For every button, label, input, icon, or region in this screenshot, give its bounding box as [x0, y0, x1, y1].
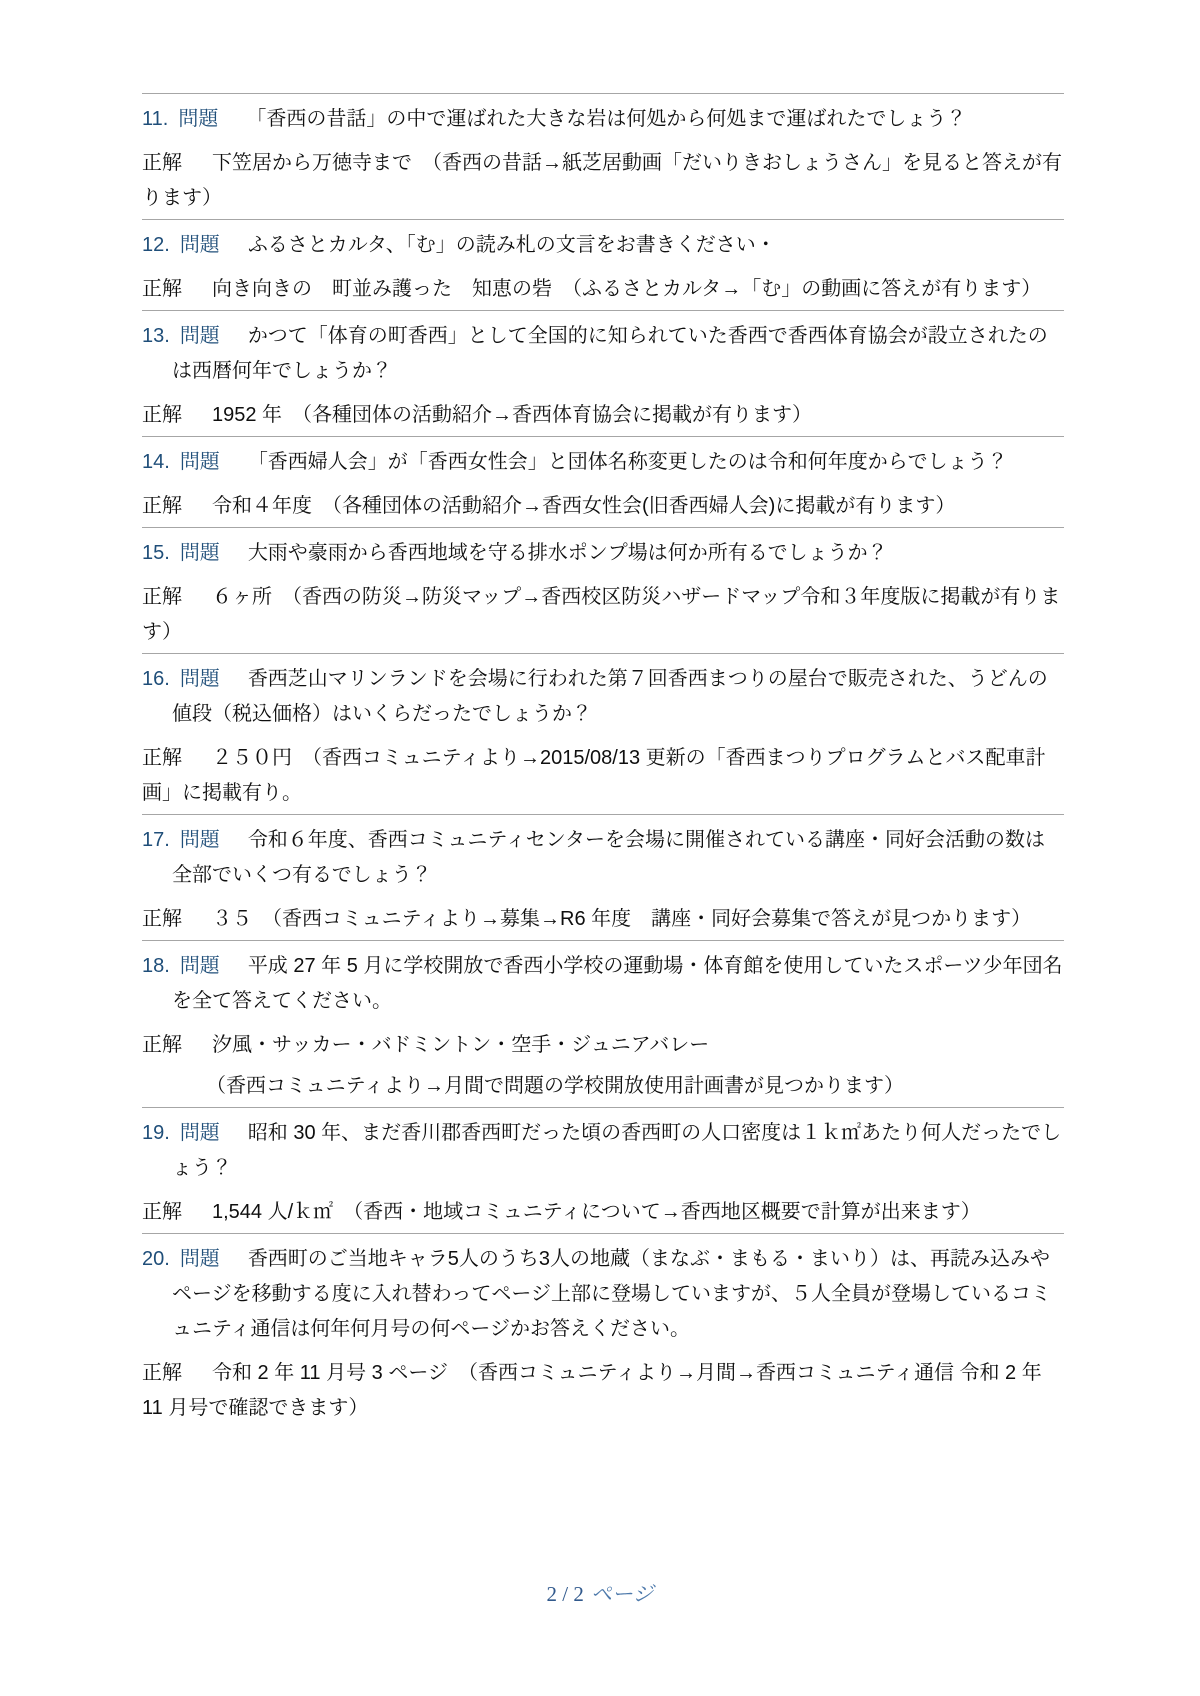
answer-text: ２５０円 （香西コミュニティより→2015/08/13 更新の「香西まつりプログラムとバス配車計画」に掲載有り。 [142, 747, 1046, 804]
quiz-item [142, 527, 1064, 650]
answer-text: ３５ （香西コミュニティより→募集→R6 年度 講座・同好会募集で答えが見つかります） [212, 908, 1032, 930]
question-label: 問題 [179, 325, 220, 347]
question-text: 平成 27 年 5 月に学校開放で香西小学校の運動場・体育館を使用していたスポーツ少年団名を全て答えてください。 [172, 955, 1063, 1012]
question-label: 問題 [179, 451, 220, 473]
answer-label: 正解 [142, 1201, 182, 1223]
answer-text: 下笠居から万徳寺まで （香西の昔話→紙芝居動画「だいりきおしょうさん」を見ると答えが有ります） [142, 152, 1062, 209]
question-text: 香西町のご当地キャラ5人のうち3人の地蔵（まなぶ・まもる・まいり）は、再読み込みやページを移動する度に入れ替わってページ上部に登場していますが、５人全員が登場しているコミュニティ通信は何年何月号の何ページかお答えください。 [172, 1248, 1051, 1340]
quiz-item [142, 940, 1064, 1104]
question-number: 12. [142, 234, 170, 256]
question-number: 11. [142, 108, 169, 130]
answer-label: 正解 [142, 495, 182, 517]
quiz-item [142, 814, 1064, 937]
answer-line [142, 146, 1064, 216]
answer-label: 正解 [142, 1362, 182, 1384]
answer-label: 正解 [142, 152, 182, 174]
question-line [142, 319, 1064, 389]
quiz-item [142, 219, 1064, 307]
question-label: 問題 [179, 668, 220, 690]
quiz-item [142, 653, 1064, 811]
answer-label: 正解 [142, 908, 182, 930]
question-line [142, 662, 1064, 732]
answer-text: 令和４年度 （各種団体の活動紹介→香西女性会(旧香西婦人会)に掲載が有ります） [212, 495, 956, 517]
question-text: ふるさとカルタ、「む」の読み札の文言をお書きください・ [247, 234, 776, 256]
answer-line [142, 741, 1064, 811]
quiz-item [142, 93, 1064, 216]
answer-line [142, 1195, 1064, 1230]
answer-label: 正解 [142, 278, 182, 300]
question-line [142, 1116, 1064, 1186]
answer-text: 汐風・サッカー・バドミントン・空手・ジュニアバレー [212, 1034, 710, 1056]
question-line [142, 823, 1064, 893]
quiz-item [142, 436, 1064, 524]
quiz-item [142, 1107, 1064, 1230]
answer-line [142, 1356, 1064, 1426]
question-text: 香西芝山マリンランドを会場に行われた第７回香西まつりの屋台で販売された、うどんの値段（税込価格）はいくらだったでしょうか？ [172, 668, 1048, 725]
question-text: 大雨や豪雨から香西地域を守る排水ポンプ場は何か所有るでしょうか？ [247, 542, 888, 564]
page-number: 2 / 2 [546, 1582, 584, 1606]
quiz-list [142, 93, 1064, 1429]
answer-line [142, 1028, 1064, 1063]
answer-line [142, 902, 1064, 937]
answer-text: 1952 年 （各種団体の活動紹介→香西体育協会に掲載が有ります） [212, 404, 813, 426]
question-line [142, 1242, 1064, 1347]
page-footer [0, 1578, 1200, 1608]
question-number: 15. [142, 542, 170, 564]
question-line [142, 102, 1064, 137]
question-number: 14. [142, 451, 170, 473]
answer-line [142, 580, 1064, 650]
question-number: 18. [142, 955, 170, 977]
question-label: 問題 [179, 955, 220, 977]
answer-label: 正解 [142, 404, 182, 426]
question-text: 昭和 30 年、まだ香川郡香西町だった頃の香西町の人口密度は１ｋ㎡あたり何人だったでしょう？ [172, 1122, 1062, 1179]
question-label: 問題 [179, 1122, 220, 1144]
question-number: 13. [142, 325, 170, 347]
question-label: 問題 [179, 542, 220, 564]
answer-note: （香西コミュニティより→月間で問題の学校開放使用計画書が見つかります） [206, 1075, 904, 1097]
quiz-item [142, 310, 1064, 433]
page-label: ページ [590, 1582, 654, 1606]
question-text: 令和６年度、香西コミュニティセンターを会場に開催されている講座・同好会活動の数は全部でいくつ有るでしょう？ [172, 829, 1046, 886]
answer-label: 正解 [142, 1034, 182, 1056]
question-line [142, 949, 1064, 1019]
question-text: 「香西婦人会」が「香西女性会」と団体名称変更したのは令和何年度からでしょう？ [247, 451, 1008, 473]
answer-line [142, 272, 1064, 307]
question-label: 問題 [178, 108, 219, 130]
question-number: 19. [142, 1122, 170, 1144]
answer-text: ６ヶ所 （香西の防災→防災マップ→香西校区防災ハザードマップ令和３年度版に掲載が有ります） [142, 586, 1061, 643]
question-line [142, 536, 1064, 571]
question-label: 問題 [179, 1248, 220, 1270]
question-label: 問題 [179, 829, 220, 851]
answer-label: 正解 [142, 747, 182, 769]
answer-line [142, 398, 1064, 433]
question-number: 16. [142, 668, 170, 690]
answer-line [142, 489, 1064, 524]
question-text: 「香西の昔話」の中で運ばれた大きな岩は何処から何処まで運ばれたでしょう？ [246, 108, 967, 130]
question-label: 問題 [179, 234, 220, 256]
answer-text: 1,544 人/ｋ㎡ （香西・地域コミュニティについて→香西地区概要で計算が出来ます） [212, 1201, 981, 1223]
quiz-item [142, 1233, 1064, 1426]
answer-text: 令和 2 年 11 月号 3 ページ （香西コミュニティより→月間→香西コミュニティ通信 令和 2 年 11 月号で確認できます） [142, 1362, 1042, 1419]
question-line [142, 228, 1064, 263]
question-number: 20. [142, 1248, 170, 1270]
answer-text: 向き向きの 町並み護った 知恵の砦 （ふるさとカルタ→「む」の動画に答えが有ります） [212, 278, 1042, 300]
question-text: かつて「体育の町香西」として全国的に知られていた香西で香西体育協会が設立されたのは西暦何年でしょうか？ [172, 325, 1048, 382]
question-line [142, 445, 1064, 480]
answer-label: 正解 [142, 586, 182, 608]
question-number: 17. [142, 829, 170, 851]
